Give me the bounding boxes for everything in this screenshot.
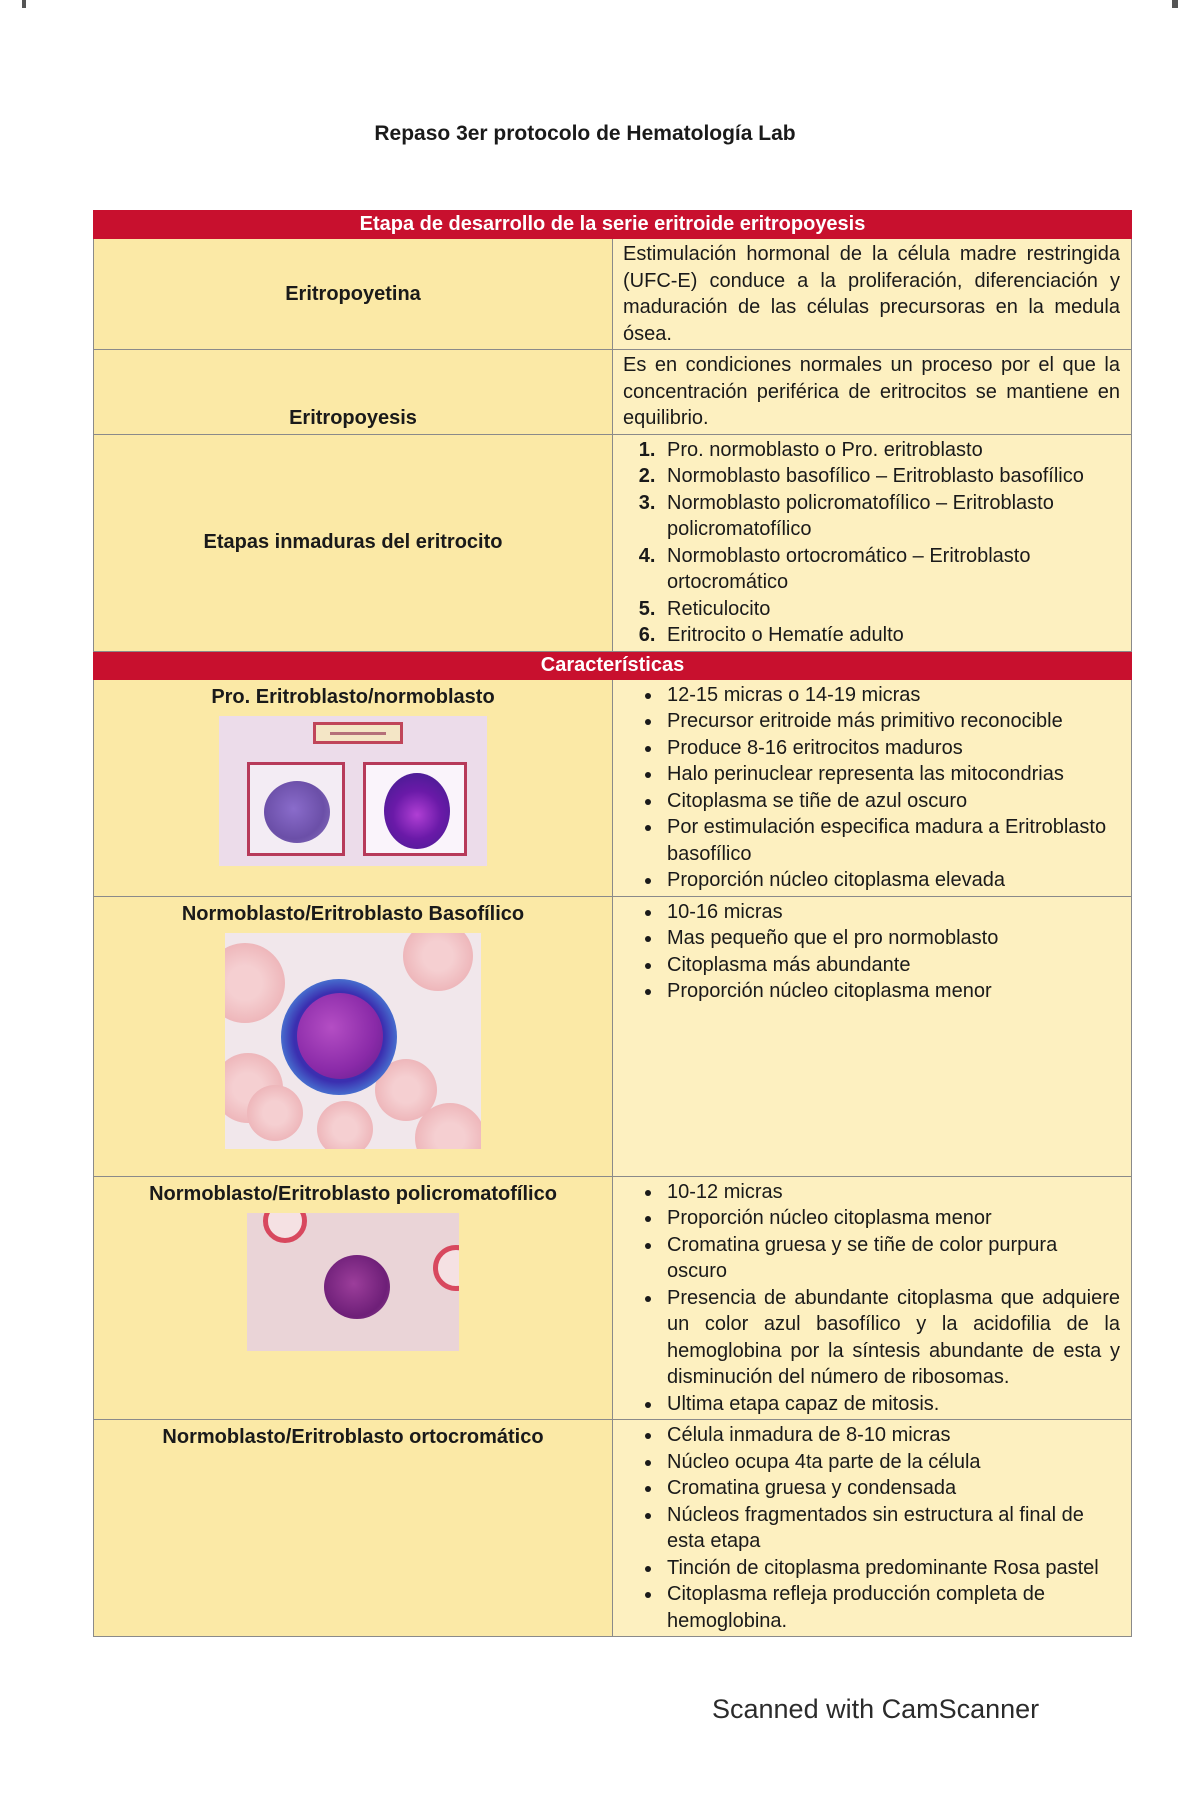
table-row-etapas bbox=[94, 434, 1132, 651]
list-item: • Presencia de abundante citoplasma que adquiere un color azul basofílico y la acidofilia de la hemoglobina por la síntesis abundante de esta y disminución del número de ribosomas. bbox=[663, 1285, 1120, 1391]
list-item: • Citoplasma refleja producción completa de hemoglobina. bbox=[663, 1581, 1120, 1634]
micrograph-policromatofilico bbox=[247, 1213, 459, 1351]
list-item: • 12-15 micras o 14-19 micras bbox=[663, 682, 1120, 709]
cell-label-basofilico bbox=[94, 896, 613, 1176]
features-list bbox=[623, 899, 1120, 1005]
cell-image bbox=[433, 1245, 459, 1291]
cell-label-ortocromatico: Normoblasto/Eritroblasto ortocromático bbox=[94, 1420, 613, 1637]
page-title: Repaso 3er protocolo de Hematología Lab bbox=[374, 122, 796, 145]
list-item: • Proporción núcleo citoplasma menor bbox=[663, 1205, 1120, 1232]
micrograph-proeritroblasto bbox=[219, 716, 487, 866]
micrograph-frame bbox=[363, 762, 467, 856]
cell-image bbox=[403, 933, 473, 991]
cell-name: Pro. Eritroblasto/normoblasto bbox=[211, 685, 495, 708]
cell-image bbox=[263, 1213, 307, 1243]
row-text-eritropoyesis: Es en condiciones normales un proceso por el que la concentración periférica de eritrocitos se mantiene en equilibrio. bbox=[613, 350, 1132, 435]
list-item: 5. Reticulocito bbox=[661, 596, 1120, 623]
cell-image bbox=[317, 1101, 373, 1149]
list-item: 6. Eritrocito o Hematíe adulto bbox=[661, 622, 1120, 649]
table-row-ortocromatico bbox=[94, 1420, 1132, 1637]
row-label-eritropoyesis: Eritropoyesis bbox=[94, 350, 613, 435]
list-item: • Célula inmadura de 8-10 micras bbox=[663, 1422, 1120, 1449]
list-item: • Núcleo ocupa 4ta parte de la célula bbox=[663, 1449, 1120, 1476]
list-item: • Mas pequeño que el pro normoblasto bbox=[663, 925, 1120, 952]
section-header-characteristics: Características bbox=[94, 651, 1132, 679]
micrograph-basofilico bbox=[225, 933, 481, 1149]
list-item: • Produce 8-16 eritrocitos maduros bbox=[663, 735, 1120, 762]
cell-image bbox=[225, 943, 285, 1023]
section-header-development: Etapa de desarrollo de la serie eritroide eritropoyesis bbox=[94, 211, 1132, 239]
table-row-proeritroblasto bbox=[94, 679, 1132, 896]
erythropoiesis-table bbox=[93, 210, 1132, 1637]
table-row-eritropoyesis bbox=[94, 350, 1132, 435]
list-item: • Citoplasma más abundante bbox=[663, 952, 1120, 979]
cell-label-policromatofilico bbox=[94, 1176, 613, 1420]
list-item: • Por estimulación especifica madura a Eritroblasto basofílico bbox=[663, 814, 1120, 867]
list-item: • Cromatina gruesa y condensada bbox=[663, 1475, 1120, 1502]
row-label-eritropoyetina: Eritropoyetina bbox=[94, 239, 613, 350]
cell-image bbox=[297, 993, 383, 1079]
features-list bbox=[623, 682, 1120, 894]
list-item: • Citoplasma se tiñe de azul oscuro bbox=[663, 788, 1120, 815]
scan-corner-mark-left bbox=[22, 0, 26, 8]
list-item: 1. Pro. normoblasto o Pro. eritroblasto bbox=[661, 437, 1120, 464]
cell-image bbox=[264, 781, 330, 843]
scan-corner-mark-right bbox=[1172, 0, 1178, 8]
list-item: • Ultima etapa capaz de mitosis. bbox=[663, 1391, 1120, 1418]
row-list-etapas bbox=[613, 434, 1132, 651]
cell-image bbox=[384, 773, 450, 849]
list-item: • Tinción de citoplasma predominante Rosa pastel bbox=[663, 1555, 1120, 1582]
table-row-basofilico bbox=[94, 896, 1132, 1176]
stages-list bbox=[623, 437, 1120, 649]
scanner-watermark: Scanned with CamScanner bbox=[712, 1694, 1040, 1724]
list-item: • 10-12 micras bbox=[663, 1179, 1120, 1206]
cell-features-proeritroblasto bbox=[613, 679, 1132, 896]
list-item: • Halo perinuclear representa las mitocondrias bbox=[663, 761, 1120, 788]
cell-label-proeritroblasto bbox=[94, 679, 613, 896]
list-item: • Cromatina gruesa y se tiñe de color purpura oscuro bbox=[663, 1232, 1120, 1285]
table-row-policromatofilico bbox=[94, 1176, 1132, 1420]
image-caption-tag bbox=[313, 722, 403, 744]
cell-name: Normoblasto/Eritroblasto policromatofílico bbox=[149, 1182, 557, 1205]
list-item: • Núcleos fragmentados sin estructura al final de esta etapa bbox=[663, 1502, 1120, 1555]
features-list bbox=[623, 1422, 1120, 1634]
section-header-row bbox=[94, 211, 1132, 239]
section-header-row bbox=[94, 651, 1132, 679]
list-item: • 10-16 micras bbox=[663, 899, 1120, 926]
cell-features-basofilico bbox=[613, 896, 1132, 1176]
list-item: 2. Normoblasto basofílico – Eritroblasto basofílico bbox=[661, 463, 1120, 490]
list-item: • Precursor eritroide más primitivo reconocible bbox=[663, 708, 1120, 735]
row-text-eritropoyetina: Estimulación hormonal de la célula madre restringida (UFC-E) conduce a la proliferación, diferenciación y maduración de las células precursoras en la medula ósea. bbox=[613, 239, 1132, 350]
cell-name: Normoblasto/Eritroblasto Basofílico bbox=[181, 902, 525, 925]
micrograph-frame bbox=[247, 762, 345, 856]
table-row-eritropoyetina bbox=[94, 239, 1132, 350]
list-item: 3. Normoblasto policromatofílico – Eritroblasto policromatofílico bbox=[661, 490, 1120, 543]
cell-image bbox=[247, 1085, 303, 1141]
list-item: 4. Normoblasto ortocromático – Eritroblasto ortocromático bbox=[661, 543, 1120, 596]
cell-features-ortocromatico bbox=[613, 1420, 1132, 1637]
cell-image bbox=[324, 1255, 390, 1319]
features-list bbox=[623, 1179, 1120, 1418]
list-item: • Proporción núcleo citoplasma menor bbox=[663, 978, 1120, 1005]
cell-features-policromatofilico bbox=[613, 1176, 1132, 1420]
list-item: • Proporción núcleo citoplasma elevada bbox=[663, 867, 1120, 894]
row-label-etapas: Etapas inmaduras del eritrocito bbox=[94, 434, 613, 651]
